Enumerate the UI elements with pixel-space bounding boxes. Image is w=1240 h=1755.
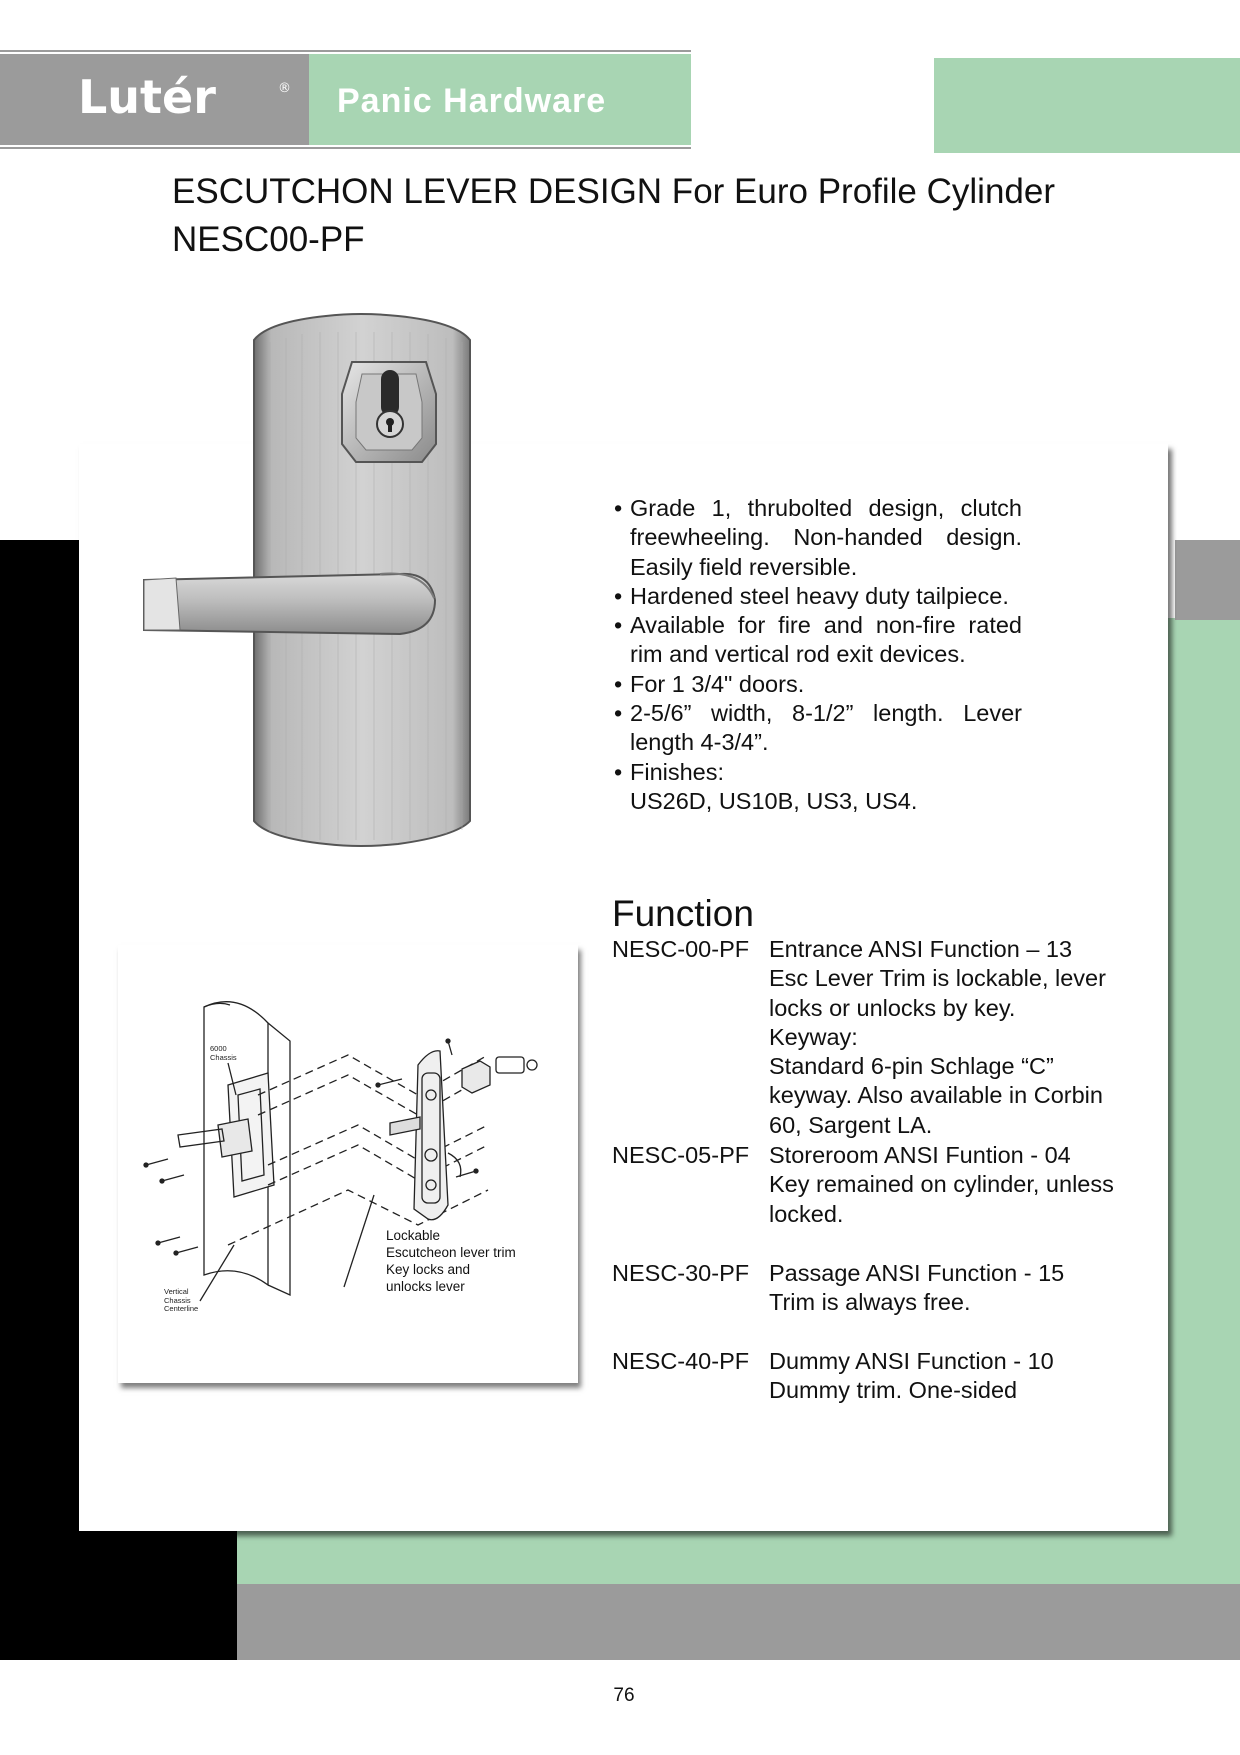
bullet: • (614, 670, 623, 697)
function-code: NESC-40-PF (612, 1348, 750, 1374)
function-line: Keyway: (769, 1023, 858, 1050)
function-description (769, 1347, 1139, 1406)
function-code: NESC-05-PF (612, 1142, 750, 1168)
function-line: Dummy ANSI Function - 10 (769, 1348, 1054, 1374)
function-line: Key remained on cylinder, unless (769, 1171, 1114, 1198)
function-description (769, 1259, 1139, 1318)
function-line: locked. (769, 1200, 844, 1227)
svg-text:®: ® (278, 81, 291, 96)
product-photo (130, 312, 500, 852)
feature-item: • Hardened steel heavy duty tailpiece. (614, 582, 1022, 611)
bullet: • (614, 495, 623, 521)
function-line: Trim is always free. (769, 1289, 971, 1316)
function-code: NESC-00-PF (612, 936, 750, 962)
function-heading: Function (612, 893, 754, 934)
background-gray-tab (1175, 540, 1240, 620)
svg-text:Lutér: Lutér (78, 70, 216, 124)
bullet: • (614, 700, 623, 727)
function-code: NESC-30-PF (612, 1260, 750, 1286)
function-description (769, 1141, 1139, 1229)
bullet: • (614, 582, 623, 609)
page-number: 76 (613, 1685, 635, 1706)
bullet: • (614, 758, 623, 785)
function-line: Standard 6-pin Schlage “C” (769, 1053, 1054, 1080)
function-line: keyway. Also available in Corbin (769, 1082, 1103, 1109)
page-title: ESCUTCHON LEVER DESIGN For Euro Profile Cylinder (172, 172, 1055, 211)
function-description (769, 935, 1139, 1140)
header-accent-block (934, 58, 1240, 153)
feature-item: • Available for fire and non-fire rated rim and vertical rod exit devices. (614, 612, 1022, 668)
header-rule-bottom (0, 147, 691, 149)
section-title: Panic Hardware (337, 82, 607, 120)
function-line: Entrance ANSI Function – 13 (769, 936, 1073, 962)
diagram-drawing (118, 945, 578, 1383)
feature-list (614, 494, 1022, 816)
centerline-label: Vertical Chassis Centerline (164, 1287, 199, 1313)
feature-item: • Grade 1, thrubolted design, clutch freewheeling. Non-handed design. Easily field reversible. (614, 495, 1022, 580)
function-line: Esc Lever Trim is lockable, lever (769, 965, 1106, 992)
feature-item: • Finishes: US26D, US10B, US3, US4. (614, 758, 918, 814)
model-number: NESC00-PF (172, 220, 365, 259)
function-line: Storeroom ANSI Funtion - 04 (769, 1142, 1071, 1168)
function-line: Dummy trim. One-sided (769, 1377, 1018, 1404)
function-line: locks or unlocks by key. (769, 994, 1016, 1021)
function-line: 60, Sargent LA. (769, 1111, 933, 1138)
brand-logo (78, 68, 318, 128)
exploded-diagram (118, 945, 578, 1383)
feature-item: • For 1 3/4" doors. (614, 670, 1022, 699)
header-rule-top (0, 50, 691, 52)
function-line: Passage ANSI Function - 15 (769, 1260, 1065, 1286)
bullet: • (614, 612, 623, 639)
chassis-label: 6000 Chassis (210, 1044, 237, 1062)
trim-label: Lockable Escutcheon lever trim Key locks and unlocks lever (386, 1228, 516, 1294)
background-gray-strip (237, 1584, 1240, 1660)
feature-item: • 2-5/6” width, 8-1/2” length. Lever length 4-3/4”. (614, 700, 1022, 756)
